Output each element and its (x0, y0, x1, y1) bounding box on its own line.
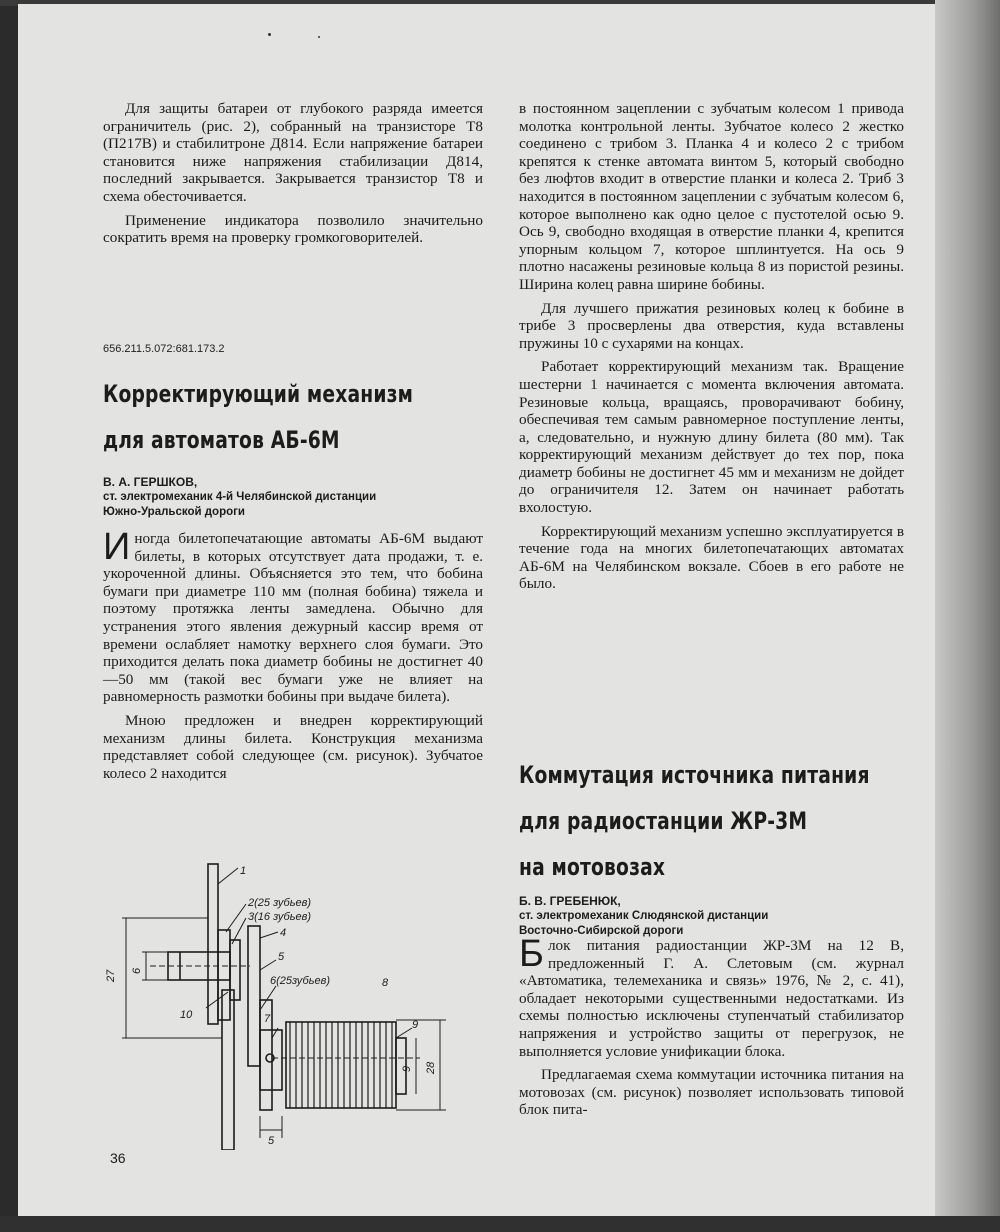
paragraph: Для лучшего прижатия резиновых колец к бобине в трибе 3 просверлены два отверстия, куда вставлены пружины 10 с сухарями на концах. (519, 299, 904, 352)
label-1: 1 (240, 865, 247, 877)
paragraph: ногда билетопечатающие автоматы АБ-6М выдают билеты, в которых отсутствует дата продажи, т. е. укороченной длины. Объясняется это тем, что бобина бумаги при диаметре 110 мм (полная бобина) тяжела и поэтому протяжка ленты замедлена. Обычно для устранения этого явления дежурный кассир время от времени ослабляет намотку верхнего слоя бумаги. Это приходится делать пока диаметр бобины не достигнет 40—50 мм (такой вес бумаги уже не влияет на равномерность размотки бобины при выдаче билета). (103, 530, 483, 706)
article3-body (519, 933, 904, 1125)
speck (268, 33, 271, 36)
article2-header (103, 343, 483, 520)
dim-9: 9 (401, 1065, 413, 1072)
author-position: ст. электромеханик Слюдянской дистанции (519, 910, 769, 922)
label-9: 9 (412, 1019, 419, 1031)
author-name: В. А. ГЕРШКОВ, (103, 475, 198, 489)
article3-title-line3: на мотовозах (519, 853, 666, 881)
paragraph: Корректирующий механизм успешно эксплуатируется в течение года на многих билетопечатающих автоматах АБ-6М на Челябинском вокзале. Сбоев в его работе не было. (519, 522, 904, 593)
author-affiliation: Южно-Уральской дороги (103, 506, 245, 518)
label-10: 10 (180, 1009, 193, 1021)
article3-title-line2: для радиостанции ЖР-3М (519, 807, 808, 835)
dim-28: 28 (425, 1061, 437, 1074)
speck (318, 36, 320, 38)
paragraph: лок питания радиостанции ЖР-3М на 12 В, предложенный Г. А. Слетовым (см. журнал «Автоматика, телемеханика и связь» 1976, № 2, с. 41), обладает некоторыми существенными недостатками. Из схемы полностью исключены ступенчатый стабилизатор напряжения и устройство защиты от перегрузок, не выполняется условие унификации блока. (519, 937, 904, 1060)
author-position: ст. электромеханик 4-й Челябинской дистанции (103, 491, 377, 503)
author-name: Б. В. ГРЕБЕНЮК, (519, 894, 621, 908)
paragraph: Применение индикатора позволило значительно сократить время на проверку громкоговорителей. (103, 211, 483, 247)
label-5: 5 (278, 951, 285, 963)
drop-cap: Б (519, 933, 544, 975)
article1-tail (103, 100, 483, 253)
article3-title-line1: Коммутация источника питания (519, 761, 870, 789)
article3-header (519, 752, 904, 939)
scan-bottom-border (0, 1216, 1000, 1232)
article2-body-right (519, 100, 904, 599)
label-7: 7 (264, 1013, 271, 1025)
label-8: 8 (382, 977, 389, 989)
drop-cap: И (103, 526, 131, 568)
label-2: 2(25 зубьев) (248, 897, 312, 909)
label-6: 6(25зубьев) (270, 975, 331, 987)
dim-5: 5 (268, 1135, 275, 1147)
paragraph: в постоянном зацеплении с зубчатым колесом 1 привода молотка контрольной ленты. Зубчатое колесо 2 жестко соединено с трибом 3. Планка 4 и колесо 2 с трибом крепятся к стенке автомата винтом 5, который свободно без люфтов входит в отверстие планки и колеса 2. Триб 3 находится в постоянном зацеплении с зубчатым колесом 6, которое выполнено как одно целое с пустотелой осью 9. Ось 9, свободно входящая в отверстие планки 4, крепится упорным кольцом 7, которое шплинтуется. На ось 9 плотно насажены резиновые кольца 8 из пористой резины. Ширина колец равна ширине бобины. (519, 100, 904, 293)
mechanism-drawing (100, 860, 480, 1150)
paragraph: Предлагаемая схема коммутации источника питания на мотовозах (см. рисунок) позволяет использовать типовой блок пита- (519, 1066, 904, 1119)
article2-body-left (103, 526, 483, 788)
paragraph: Работает корректирующий механизм так. Вращение шестерни 1 начинается с момента включения автомата. Резиновые кольца, вращаясь, проворачивают бобину, обеспечивая тем самым равномерное поступление ленты, а, следовательно, и нужную длину билета (80 мм). Так корректирующий механизм действует до тех пор, пока диаметр бобины не достигнет 45 мм и механизм не дойдет до ограничителя 12. Затем он начинает работать вхолостую. (519, 358, 904, 517)
author-affiliation: Восточно-Сибирской дороги (519, 925, 684, 937)
label-3: 3(16 зубьев) (248, 911, 312, 923)
article2-title-line2: для автоматов АБ-6М (103, 426, 340, 454)
page-edge-shadow (935, 0, 1000, 1232)
label-4: 4 (280, 927, 287, 939)
paragraph: Мною предложен и внедрен корректирующий механизм длины билета. Конструкция механизма представляет собой следующее (см. рисунок). Зубчатое колесо 2 находится (103, 711, 483, 782)
dim-6: 6 (131, 967, 143, 974)
article2-title-line1: Корректирующий механизм (103, 380, 414, 408)
udc-code: 656.211.5.072:681.173.2 (103, 343, 225, 355)
paragraph: Для защиты батареи от глубокого разряда имеется ограничитель (рис. 2), собранный на транзисторе Т8 (П217В) и стабилитроне Д814. Если напряжение батареи становится ниже напряжения стабилизации Д814, последний закрывается. Закрывается транзистор Т8 и схема обесточивается. (103, 100, 483, 205)
page-number: 36 (110, 1150, 126, 1166)
dim-27: 27 (105, 969, 117, 982)
